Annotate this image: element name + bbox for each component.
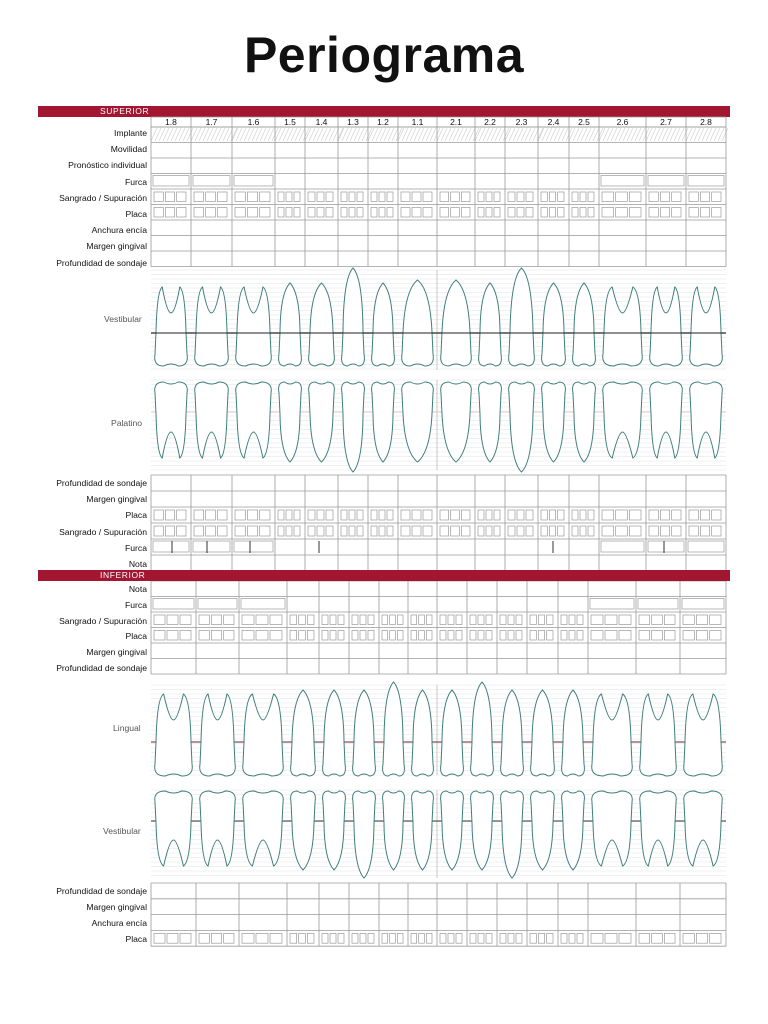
tooth-outline bbox=[509, 268, 535, 366]
tooth-outline bbox=[573, 283, 596, 366]
tooth-outline bbox=[200, 694, 236, 776]
tooth-outline bbox=[562, 791, 585, 870]
superior-bottom-row-label-4: Sangrado / Supuración bbox=[59, 526, 147, 537]
tooth-number-2-5: 2.5 bbox=[578, 117, 590, 127]
tooth-outline bbox=[509, 382, 535, 472]
tooth-outline bbox=[309, 283, 335, 366]
tooth-outline bbox=[353, 791, 376, 878]
inferior-bottom-row-label-1: Profundidad de sondaje bbox=[56, 886, 147, 896]
tooth-outline bbox=[402, 382, 434, 462]
superior-top-row-label-5: Sangrado / Supuración bbox=[59, 192, 147, 203]
inferior-top-row-label-6: Profundidad de sondaje bbox=[56, 663, 147, 673]
superior-bottom-row-label-1: Profundidad de sondaje bbox=[56, 478, 147, 488]
tooth-number-1-2: 1.2 bbox=[377, 117, 389, 127]
tooth-outline bbox=[441, 791, 464, 870]
tooth-number-1-3: 1.3 bbox=[347, 117, 359, 127]
tooth-outline bbox=[236, 287, 272, 366]
inferior-top-row-label-5: Margen gingival bbox=[86, 647, 147, 658]
superior-bottom-row-label-6: Nota bbox=[128, 559, 147, 569]
page-title: Periograma bbox=[243, 27, 525, 83]
tooth-outline bbox=[402, 280, 434, 366]
tooth-number-2-6: 2.6 bbox=[616, 117, 629, 127]
tooth-outline bbox=[291, 791, 316, 870]
tooth-outline bbox=[441, 280, 472, 366]
tooth-outline bbox=[650, 287, 683, 366]
tooth-number-2-8: 2.8 bbox=[700, 117, 712, 127]
inferior-top-row-label-1: Nota bbox=[128, 584, 147, 594]
tooth-outline bbox=[155, 791, 193, 866]
tooth-outline bbox=[309, 382, 335, 462]
tooth-outline bbox=[342, 382, 365, 472]
superior-top-row-label-7: Anchura encía bbox=[91, 225, 147, 236]
inferior-bottom-row-label-4: Placa bbox=[125, 934, 147, 944]
superior-top-row-label-3: Pronóstico individual bbox=[68, 160, 147, 171]
superior-bottom-row-label-5: Furca bbox=[125, 542, 147, 553]
superior-label: SUPERIOR bbox=[100, 106, 150, 116]
tooth-outline bbox=[640, 694, 677, 776]
tooth-outline bbox=[279, 283, 302, 366]
lingual-label: Lingual bbox=[113, 723, 141, 733]
tooth-outline bbox=[531, 791, 555, 870]
tooth-number-1-1: 1.1 bbox=[411, 117, 424, 127]
tooth-number-1-5: 1.5 bbox=[284, 117, 296, 127]
tooth-outline bbox=[236, 382, 272, 458]
tooth-number-1-7: 1.7 bbox=[205, 117, 218, 127]
superior-top-row-label-1: Implante bbox=[114, 128, 147, 138]
inferior-bottom-row-label-2: Margen gingival bbox=[86, 902, 147, 912]
tooth-outline bbox=[342, 268, 365, 366]
tooth-outline bbox=[155, 382, 188, 458]
tooth-outline bbox=[323, 791, 346, 870]
tooth-outline bbox=[471, 791, 494, 870]
tooth-outline bbox=[603, 382, 643, 458]
palatino-label: Palatino bbox=[111, 418, 143, 428]
tooth-outline bbox=[243, 694, 284, 776]
tooth-outline bbox=[542, 382, 566, 462]
tooth-outline bbox=[383, 791, 405, 870]
superior-top-row-label-6: Placa bbox=[125, 209, 147, 219]
inferior-section-bar bbox=[38, 570, 730, 581]
tooth-outline bbox=[573, 382, 596, 462]
inferior-vestibular-label: Vestibular bbox=[103, 826, 141, 836]
tooth-number-2-4: 2.4 bbox=[547, 117, 560, 127]
inferior-top-row-label-4: Placa bbox=[125, 631, 147, 642]
tooth-outline bbox=[372, 382, 395, 462]
tooth-outline bbox=[690, 382, 723, 458]
tooth-number-2-3: 2.3 bbox=[515, 117, 528, 127]
tooth-outline bbox=[243, 791, 284, 866]
tooth-outline bbox=[684, 694, 723, 776]
superior-top-row-label-8: Margen gingival bbox=[86, 241, 147, 252]
superior-bottom-row-label-3: Placa bbox=[125, 510, 147, 521]
vestibular-label: Vestibular bbox=[104, 314, 142, 324]
tooth-outline bbox=[279, 382, 302, 462]
tooth-outline bbox=[471, 682, 494, 776]
tooth-number-1-6: 1.6 bbox=[247, 117, 260, 127]
tooth-outline bbox=[441, 382, 472, 462]
tooth-outline bbox=[603, 287, 643, 366]
tooth-outline bbox=[640, 791, 677, 866]
tooth-outline bbox=[195, 287, 229, 366]
tooth-outline bbox=[592, 694, 633, 776]
tooth-outline bbox=[479, 382, 502, 462]
tooth-number-1-4: 1.4 bbox=[315, 117, 328, 127]
tooth-outline bbox=[155, 287, 188, 366]
tooth-outline bbox=[383, 682, 405, 776]
superior-bottom-row-label-2: Margen gingival bbox=[86, 494, 147, 505]
tooth-number-2-1: 2.1 bbox=[450, 117, 462, 127]
tooth-outline bbox=[155, 694, 193, 776]
tooth-number-2-2: 2.2 bbox=[484, 117, 496, 127]
tooth-outline bbox=[200, 791, 236, 866]
tooth-outline bbox=[650, 382, 683, 458]
tooth-outline bbox=[479, 283, 502, 366]
tooth-outline bbox=[542, 283, 566, 366]
tooth-number-2-7: 2.7 bbox=[660, 117, 672, 127]
tooth-outline bbox=[412, 791, 434, 870]
superior-top-row-label-9: Profundidad de sondaje bbox=[56, 257, 147, 268]
tooth-outline bbox=[690, 287, 723, 366]
tooth-outline bbox=[684, 791, 723, 866]
inferior-top-row-label-3: Sangrado / Supuración bbox=[59, 615, 147, 626]
superior-top-row-label-2: Movilidad bbox=[110, 144, 147, 155]
inferior-bottom-row-label-3: Anchura encía bbox=[91, 918, 147, 928]
tooth-outline bbox=[195, 382, 229, 458]
tooth-number-1-8: 1.8 bbox=[165, 117, 177, 127]
tooth-outline bbox=[372, 283, 395, 366]
tooth-outline bbox=[501, 791, 524, 878]
tooth-outline bbox=[592, 791, 633, 866]
inferior-label: INFERIOR bbox=[100, 570, 146, 580]
superior-top-row-label-4: Furca bbox=[125, 176, 147, 187]
inferior-top-row-label-2: Furca bbox=[125, 599, 147, 610]
